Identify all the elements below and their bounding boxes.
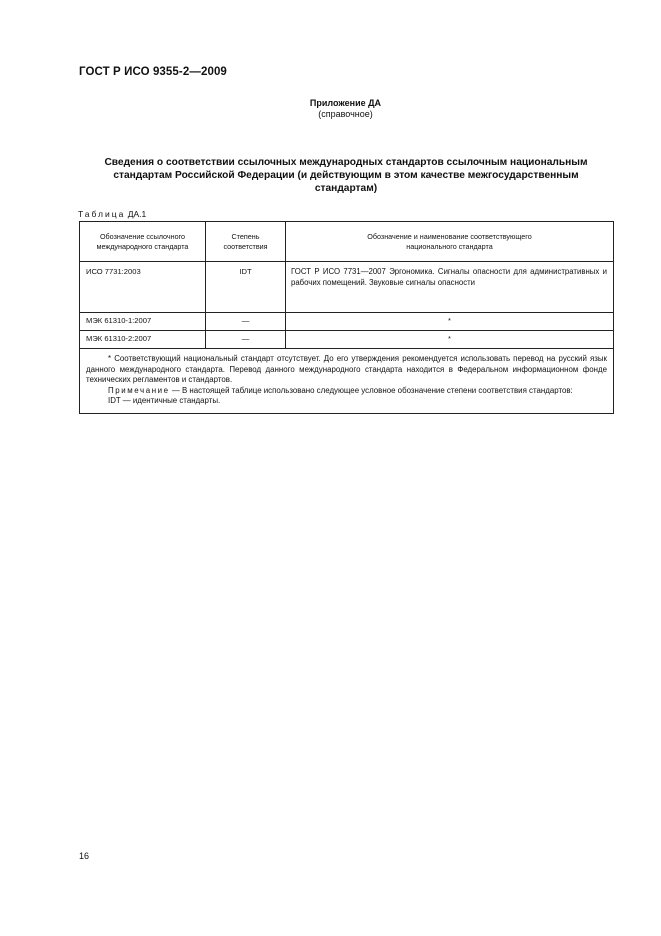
table-caption	[78, 209, 146, 219]
header-line: Обозначение ссылочного	[99, 231, 186, 241]
cell-standard: МЭК 61310-2:2007	[80, 331, 206, 349]
header-line: соответствия	[223, 241, 268, 251]
table-caption-word: Таблица	[78, 209, 126, 219]
section-title-line: стандартам Российской Федерации (и действующим в этом качестве межгосударственным	[113, 170, 579, 181]
header-line: национального стандарта	[406, 241, 493, 251]
document-header: ГОСТ Р ИСО 9355-2—2009	[79, 66, 227, 78]
cell-national: *	[286, 313, 614, 331]
header-line: Обозначение и наименование соответствующего	[367, 231, 532, 241]
header-line: Степень	[231, 231, 260, 241]
cell-degree: —	[206, 313, 286, 331]
table-row	[80, 262, 614, 313]
standards-table	[79, 221, 614, 414]
cell-degree: IDT	[206, 262, 286, 313]
table-notes	[80, 349, 614, 414]
page-number: 16	[79, 851, 90, 861]
note-text: — В настоящей таблице использовано следующее условное обозначение степени соответствия стандартов:	[169, 385, 573, 395]
cell-national: ГОСТ Р ИСО 7731—2007 Эргономика. Сигналы опасности для административных и рабочих помещений. Звуковые сигналы опасности	[286, 262, 614, 313]
header-degree	[206, 222, 286, 262]
table-row	[80, 313, 614, 331]
header-international-standard	[80, 222, 206, 262]
cell-national: *	[286, 331, 614, 349]
table-header-row	[80, 222, 614, 262]
footnote: * Соответствующий национальный стандарт отсутствует. До его утверждения рекомендуется использовать перевод на русский язык данного международного стандарта. Перевод данного международного стандарта находится в Федеральном информационном фонде технических регламентов и стандартов.	[86, 354, 607, 385]
note	[86, 386, 607, 397]
header-line: международного стандарта	[96, 241, 189, 251]
cell-degree: —	[206, 331, 286, 349]
section-title-line: стандартам)	[314, 183, 378, 194]
table-caption-number: ДА.1	[127, 209, 147, 219]
header-national-standard	[286, 222, 614, 262]
cell-standard: ИСО 7731:2003	[80, 262, 206, 313]
appendix-subtitle: (справочное)	[318, 109, 373, 119]
table-notes-row	[80, 349, 614, 414]
section-title	[79, 156, 613, 195]
note-label: Примечание	[108, 385, 170, 395]
cell-standard: МЭК 61310-1:2007	[80, 313, 206, 331]
appendix-title: Приложение ДА	[309, 98, 382, 108]
appendix-heading	[0, 98, 661, 120]
table-row	[80, 331, 614, 349]
section-title-line: Сведения о соответствии ссылочных международных стандартов ссылочным национальным	[104, 157, 588, 168]
note-idt: IDT — идентичные стандарты.	[108, 396, 221, 406]
